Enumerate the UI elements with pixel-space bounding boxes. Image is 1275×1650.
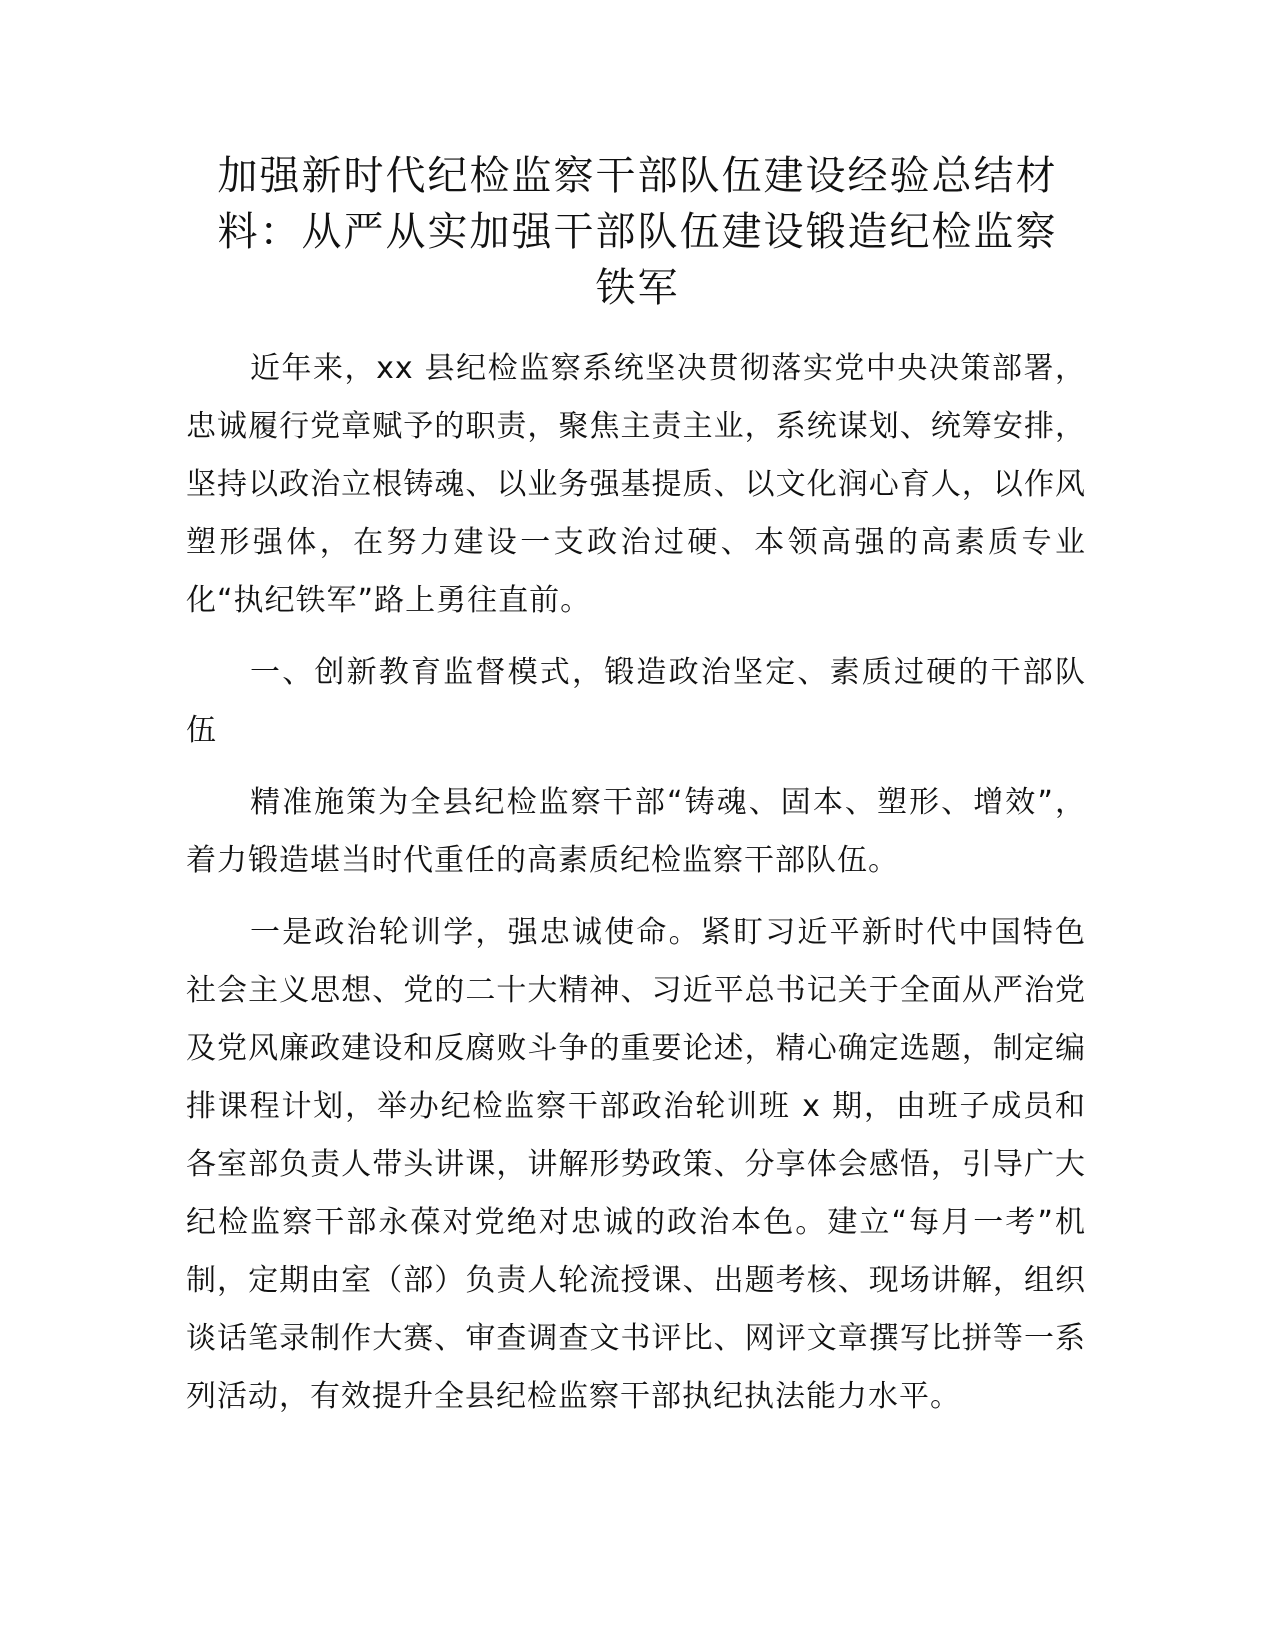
title-line-1: 加强新时代纪检监察干部队伍建设经验总结材 [217, 153, 1058, 199]
paragraph-intro: 近年来，xx 县纪检监察系统坚决贯彻落实党中央决策部署，忠诚履行党章赋予的职责，聚焦主责主业，系统谋划、统筹安排，坚持以政治立根铸魂、以业务强基提质、以文化润心育人，以作风塑形强体，在努力建设一支政治过硬、本领高强的高素质专业化“执纪铁军”路上勇往直前。 [186, 351, 1086, 618]
document-body [186, 340, 1086, 1440]
section-heading-1: 一、创新教育监督模式，锻造政治坚定、素质过硬的干部队伍 [186, 655, 1086, 748]
title-line-2: 料：从严从实加强干部队伍建设锻造纪检监察 [217, 209, 1058, 255]
paragraph-political-training: 一是政治轮训学，强忠诚使命。紧盯习近平新时代中国特色社会主义思想、党的二十大精神、习近平总书记关于全面从严治党及党风廉政建设和反腐败斗争的重要论述，精心确定选题，制定编排课程计划，举办纪检监察干部政治轮训班 x 期，由班子成员和各室部负责人带头讲课，讲解形势政策、分享体会感悟，引导广大纪检监察干部永葆对党绝对忠诚的政治本色。建立“每月一考”机制，定期由室（部）负责人轮流授课、出题考核、现场讲解，组织谈话笔录制作大赛、审查调查文书评比、网评文章撰写比拼等一系列活动，有效提升全县纪检监察干部执纪执法能力水平。 [186, 915, 1086, 1414]
paragraph-section-summary: 精准施策为全县纪检监察干部“铸魂、固本、塑形、增效”，着力锻造堪当时代重任的高素质纪检监察干部队伍。 [186, 785, 1086, 878]
title-line-3: 铁军 [595, 265, 680, 311]
document-title [180, 148, 1095, 316]
